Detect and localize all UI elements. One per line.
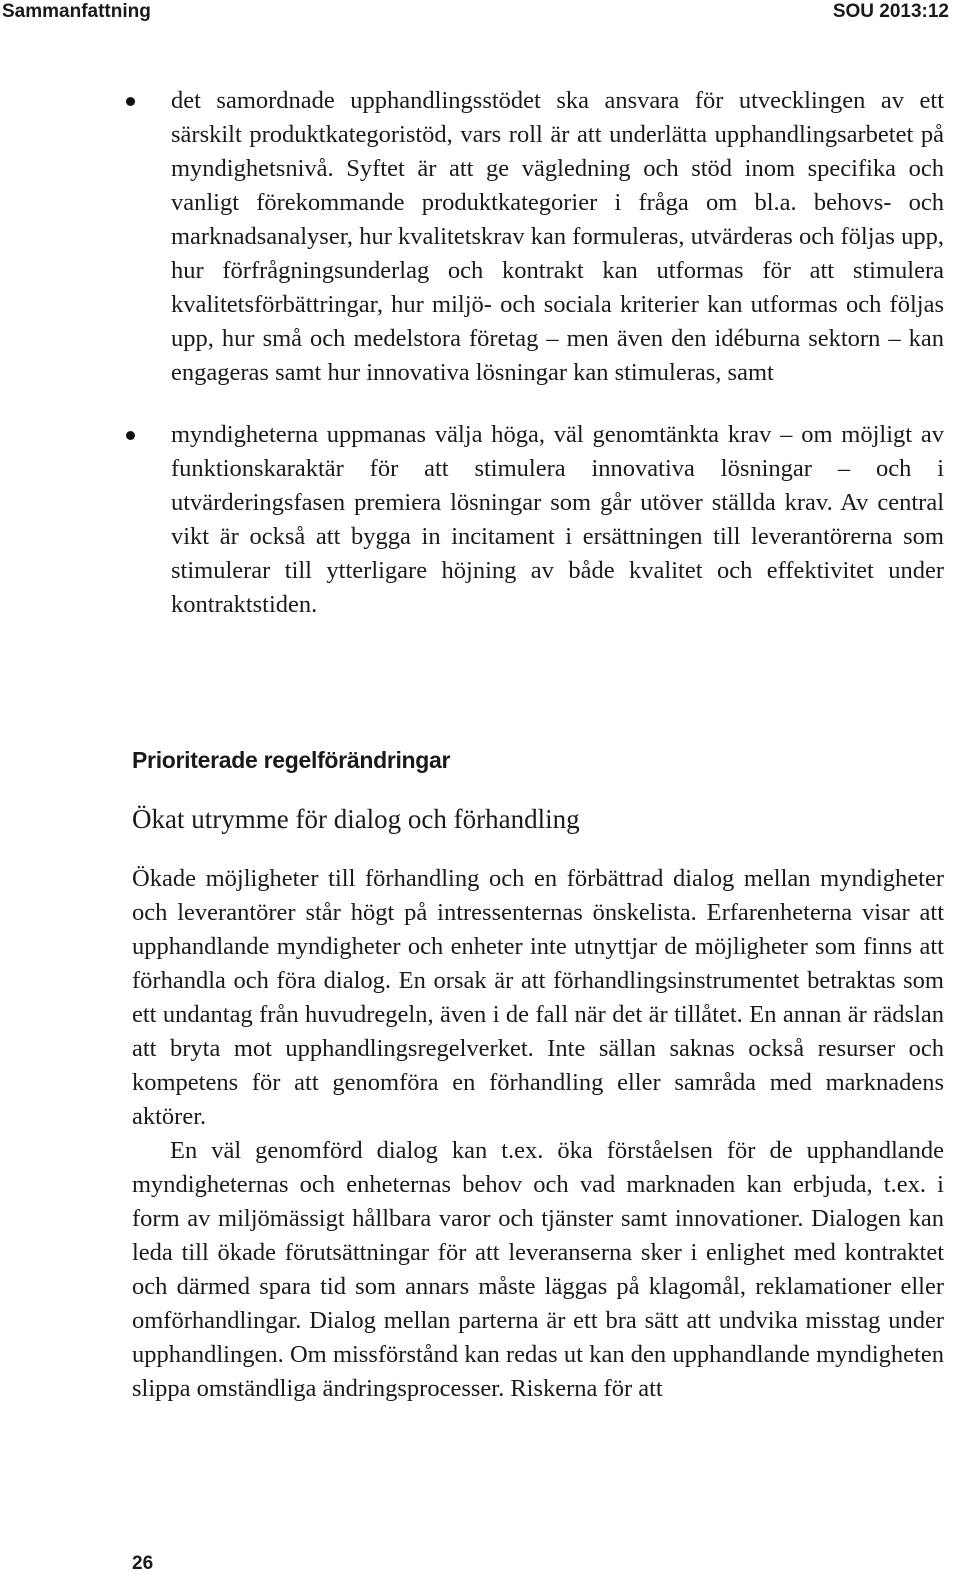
list-item — [126, 84, 944, 390]
header-report-number: SOU 2013:12 — [832, 1, 949, 22]
sub-heading: Ökat utrymme för dialog och förhandling — [132, 804, 580, 834]
paragraph: Ökade möjligheter till förhandling och en förbättrad dialog mellan myndigheter och leverantörer står högt på intressenternas önskelista. Erfarenheterna visar att upphandlande myndigheter och enheter inte utnyttjar de möjligheter som finns att förhandla och föra dialog. En orsak är att förhandlingsinstrumentet betraktas som ett undantag från huvudregeln, även i de fall när det är tillåtet. En annan är rädslan att bryta mot upphandlingsregelverket. Inte sällan saknas också resurser och kompetens för att genomföra en förhandling eller samråda med marknadens aktörer. — [132, 865, 944, 1130]
bullet-list — [126, 84, 944, 650]
main-text — [132, 862, 944, 1406]
bullet-text: det samordnade upphandlingsstödet ska ansvara för utvecklingen av ett särskilt produktkategoristöd, vars roll är att underlätta upphandlingsarbetet på myndighetsnivå. Syftet är att ge vägledning och stöd inom specifika och vanligt förekommande produktkategorier i fråga om bl.a. behovs- och marknadsanalyser, hur kvalitetskrav kan formuleras, utvärderas och följas upp, hur förfrågningsunderlag och kontrakt kan utformas för att stimulera kvalitetsförbättringar, hur miljö- och sociala kriterier kan utformas och följas upp, hur små och medelstora företag – men även den idéburna sektorn – kan engageras samt hur innovativa lösningar kan stimuleras, samt — [171, 87, 944, 386]
bullet-icon — [126, 431, 135, 440]
running-header — [0, 0, 960, 28]
page-number: 26 — [132, 1553, 154, 1574]
bullet-icon — [126, 97, 135, 106]
paragraph: En väl genomförd dialog kan t.ex. öka förståelsen för de upphandlande myndigheternas och enheternas behov och vad marknaden kan erbjuda, t.ex. i form av miljömässigt hållbara varor och tjänster samt innovationer. Dialogen kan leda till ökade förutsättningar för att leveranserna sker i enlighet med kontraktet och därmed spara tid som annars måste läggas på klagomål, reklamationer eller omförhandlingar. Dialog mellan parterna är ett bra sätt att undvika misstag under upphandlingen. Om missförstånd kan redas ut kan den upphandlande myndigheten slippa omständliga ändringsprocesser. Riskerna för att — [132, 1137, 944, 1402]
bullet-text: myndigheterna uppmanas välja höga, väl genomtänkta krav – om möjligt av funktionskaraktär för att stimulera innovativa lösningar – och i utvärderingsfasen premiera lösningar som går utöver ställda krav. Av central vikt är också att bygga in incitament i ersättningen till leverantörerna som stimulerar till ytterligare höjning av både kvalitet och effektivitet under kontraktstiden. — [171, 421, 944, 618]
list-item — [126, 418, 944, 622]
section-heading: Prioriterade regelförändringar — [132, 747, 451, 773]
header-section-title: Sammanfattning — [2, 1, 151, 22]
